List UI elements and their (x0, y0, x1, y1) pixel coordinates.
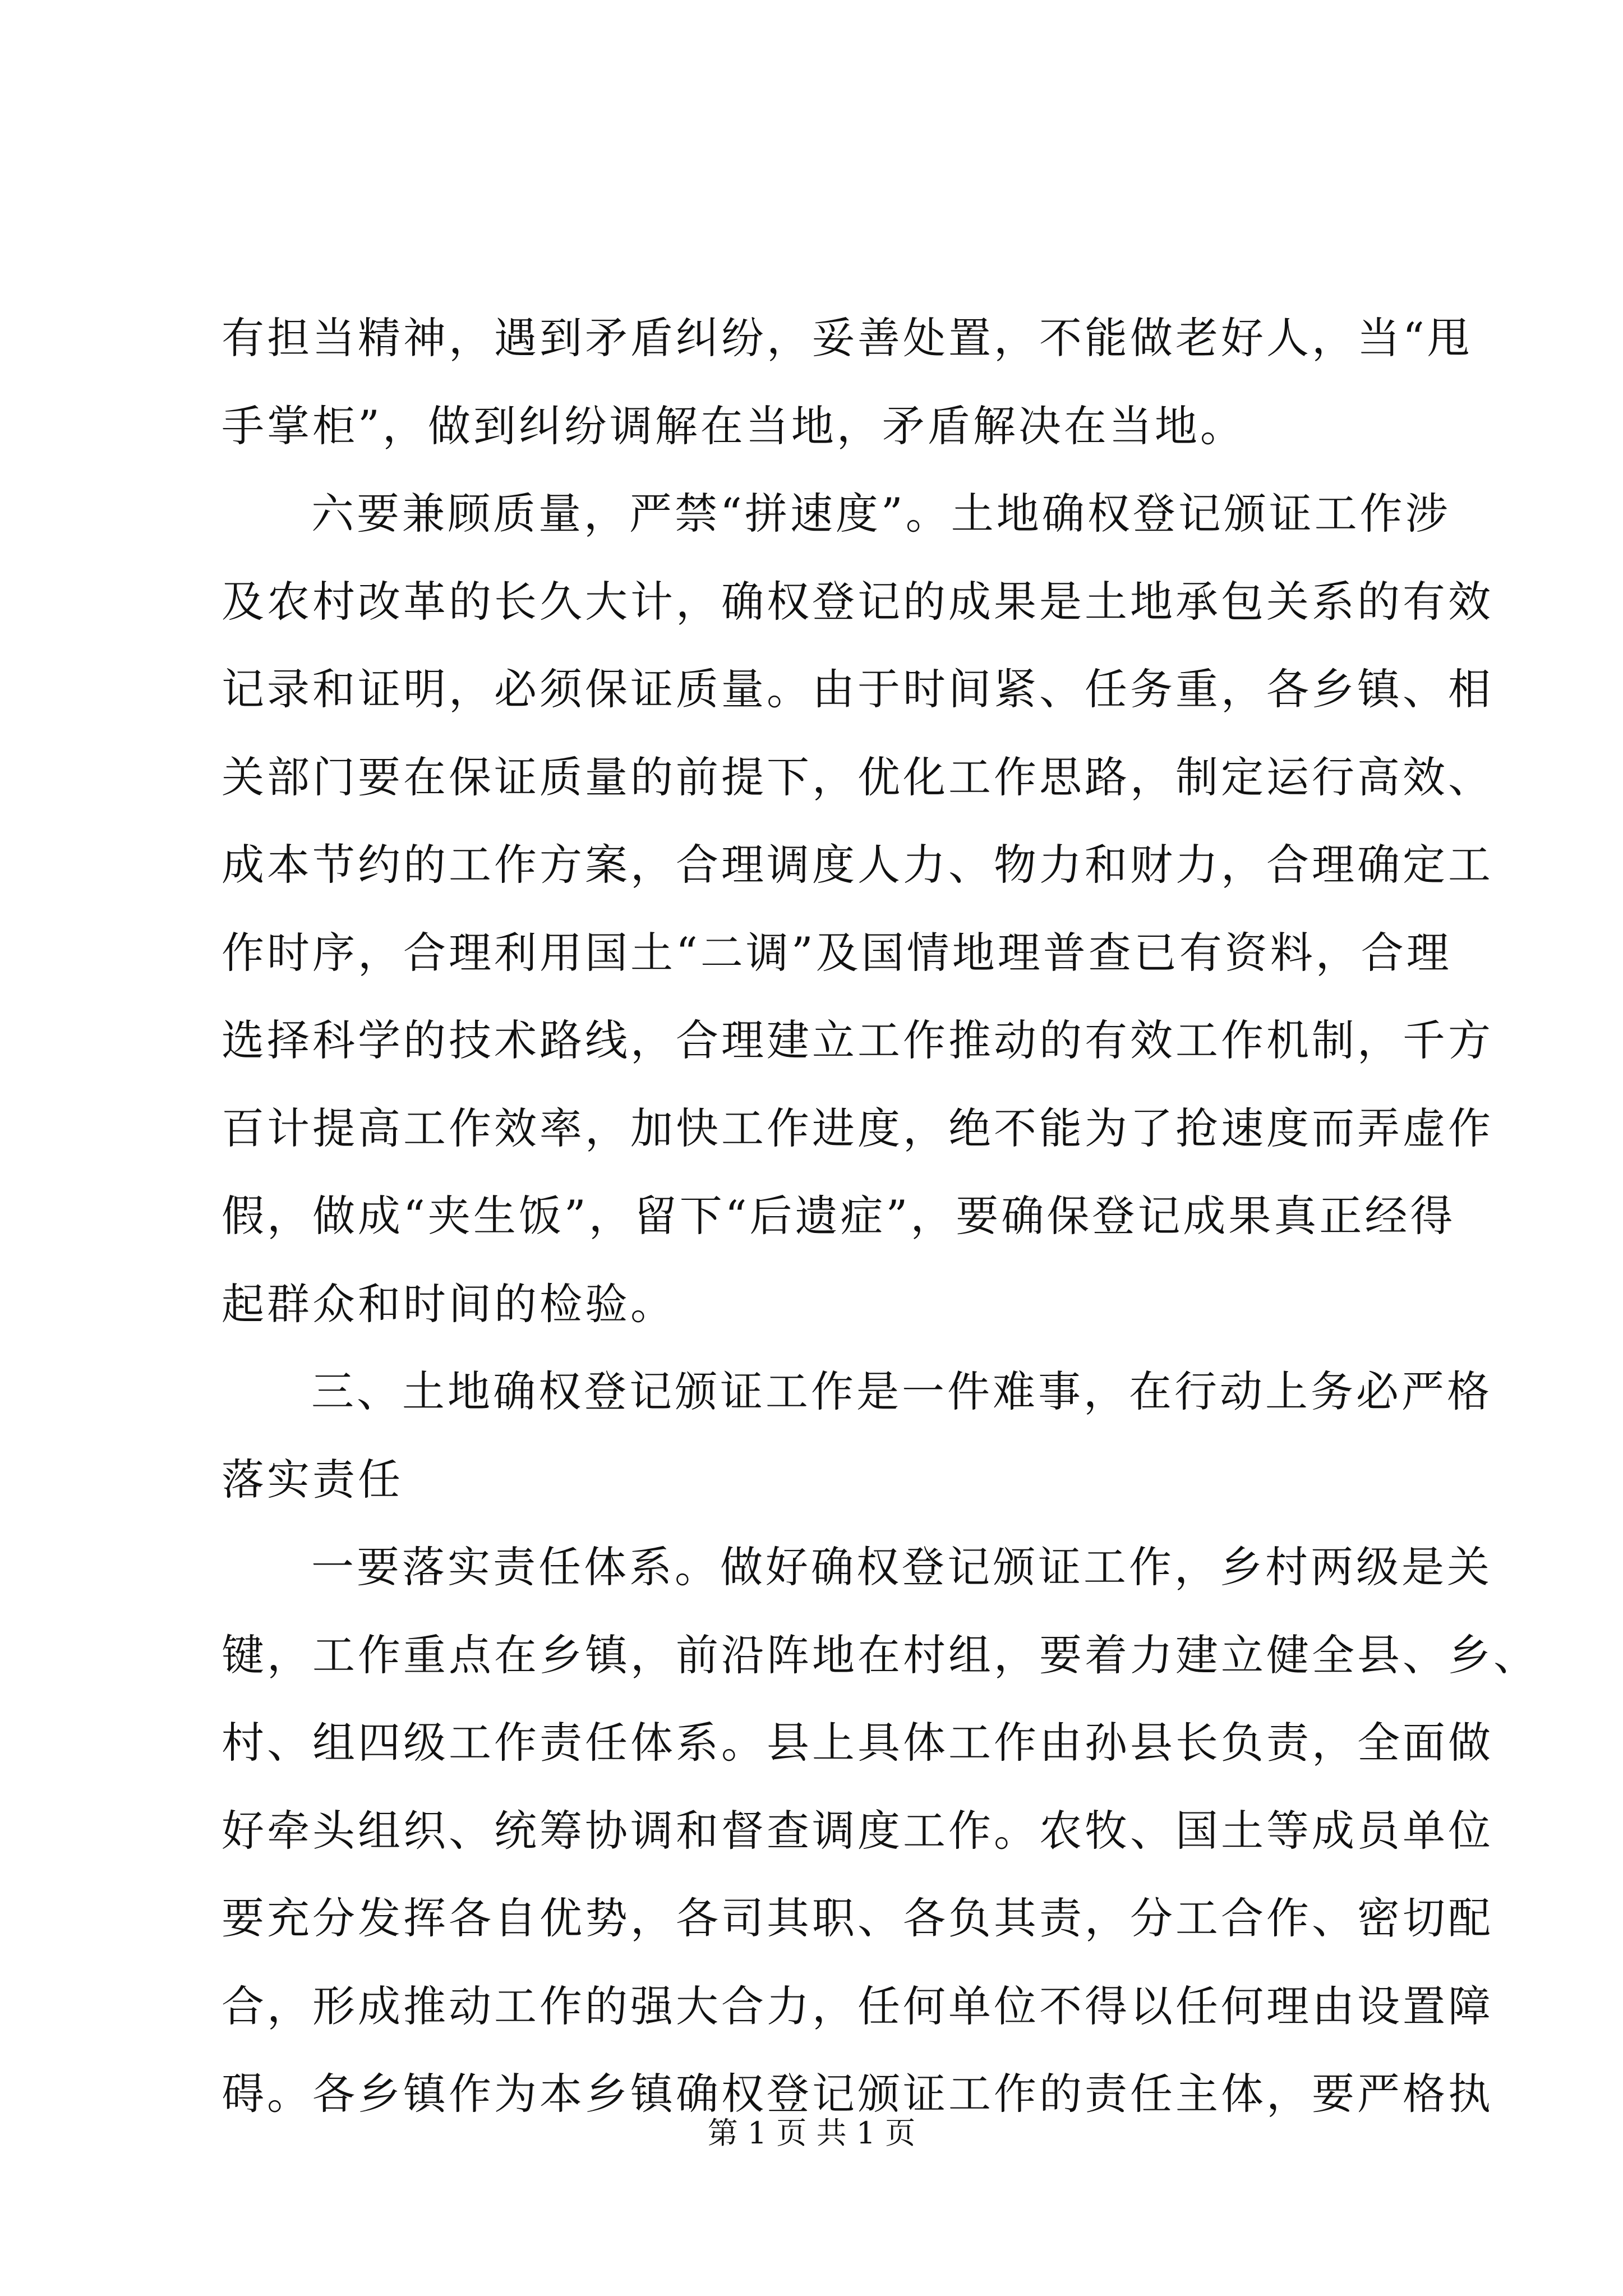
page-number-footer: 第 1 页 共 1 页 (707, 2115, 916, 2151)
text-line: 起群众和时间的检验。 (222, 1278, 676, 1329)
text-line: 一要落实责任体系。做好确权登记颁证工作，乡村两级是关 (311, 1542, 1492, 1592)
text-line: 有担当精神，遇到矛盾纠纷，妥善处置，不能做老好人，当“甩 (222, 313, 1473, 363)
text-line: 好牵头组织、统筹协调和督查调度工作。农牧、国土等成员单位 (222, 1805, 1493, 1856)
section-heading-line: 落实责任 (222, 1454, 403, 1504)
text-line: 关部门要在保证质量的前提下，优化工作思路，制定运行高效、 (222, 752, 1493, 802)
text-line: 选择科学的技术路线，合理建立工作推动的有效工作机制，千方 (222, 1015, 1493, 1065)
text-line: 村、组四级工作责任体系。县上具体工作由孙县长负责，全面做 (222, 1718, 1493, 1768)
text-line: 键，工作重点在乡镇，前沿阵地在村组，要着力建立健全县、乡、 (222, 1630, 1539, 1680)
text-line: 百计提高工作效率，加快工作进度，绝不能为了抢速度而弄虚作 (222, 1103, 1493, 1153)
text-line: 作时序，合理利用国土“二调”及国情地理普查已有资料，合理 (222, 927, 1452, 978)
text-line: 六要兼顾质量，严禁“拼速度”。土地确权登记颁证工作涉 (311, 489, 1451, 539)
text-line: 记录和证明，必须保证质量。由于时间紧、任务重，各乡镇、相 (222, 664, 1493, 714)
text-line: 手掌柜”，做到纠纷调解在当地，矛盾解决在当地。 (222, 401, 1246, 451)
text-line: 成本节约的工作方案，合理调度人力、物力和财力，合理确定工 (222, 840, 1493, 890)
text-line: 合，形成推动工作的强大合力，任何单位不得以任何理由设置障 (222, 1981, 1493, 2031)
text-line: 假，做成“夹生饭”，留下“后遗症”，要确保登记成果真正经得 (222, 1191, 1456, 1241)
section-heading-line: 三、土地确权登记颁证工作是一件难事，在行动上务必严格 (311, 1366, 1492, 1416)
text-line: 要充分发挥各自优势，各司其职、各负其责，分工合作、密切配 (222, 1893, 1493, 1943)
body-text (222, 295, 1539, 2138)
text-line: 及农村改革的长久大计，确权登记的成果是土地承包关系的有效 (222, 576, 1493, 627)
text-line: 碍。各乡镇作为本乡镇确权登记颁证工作的责任主体，要严格执 (222, 2069, 1493, 2119)
